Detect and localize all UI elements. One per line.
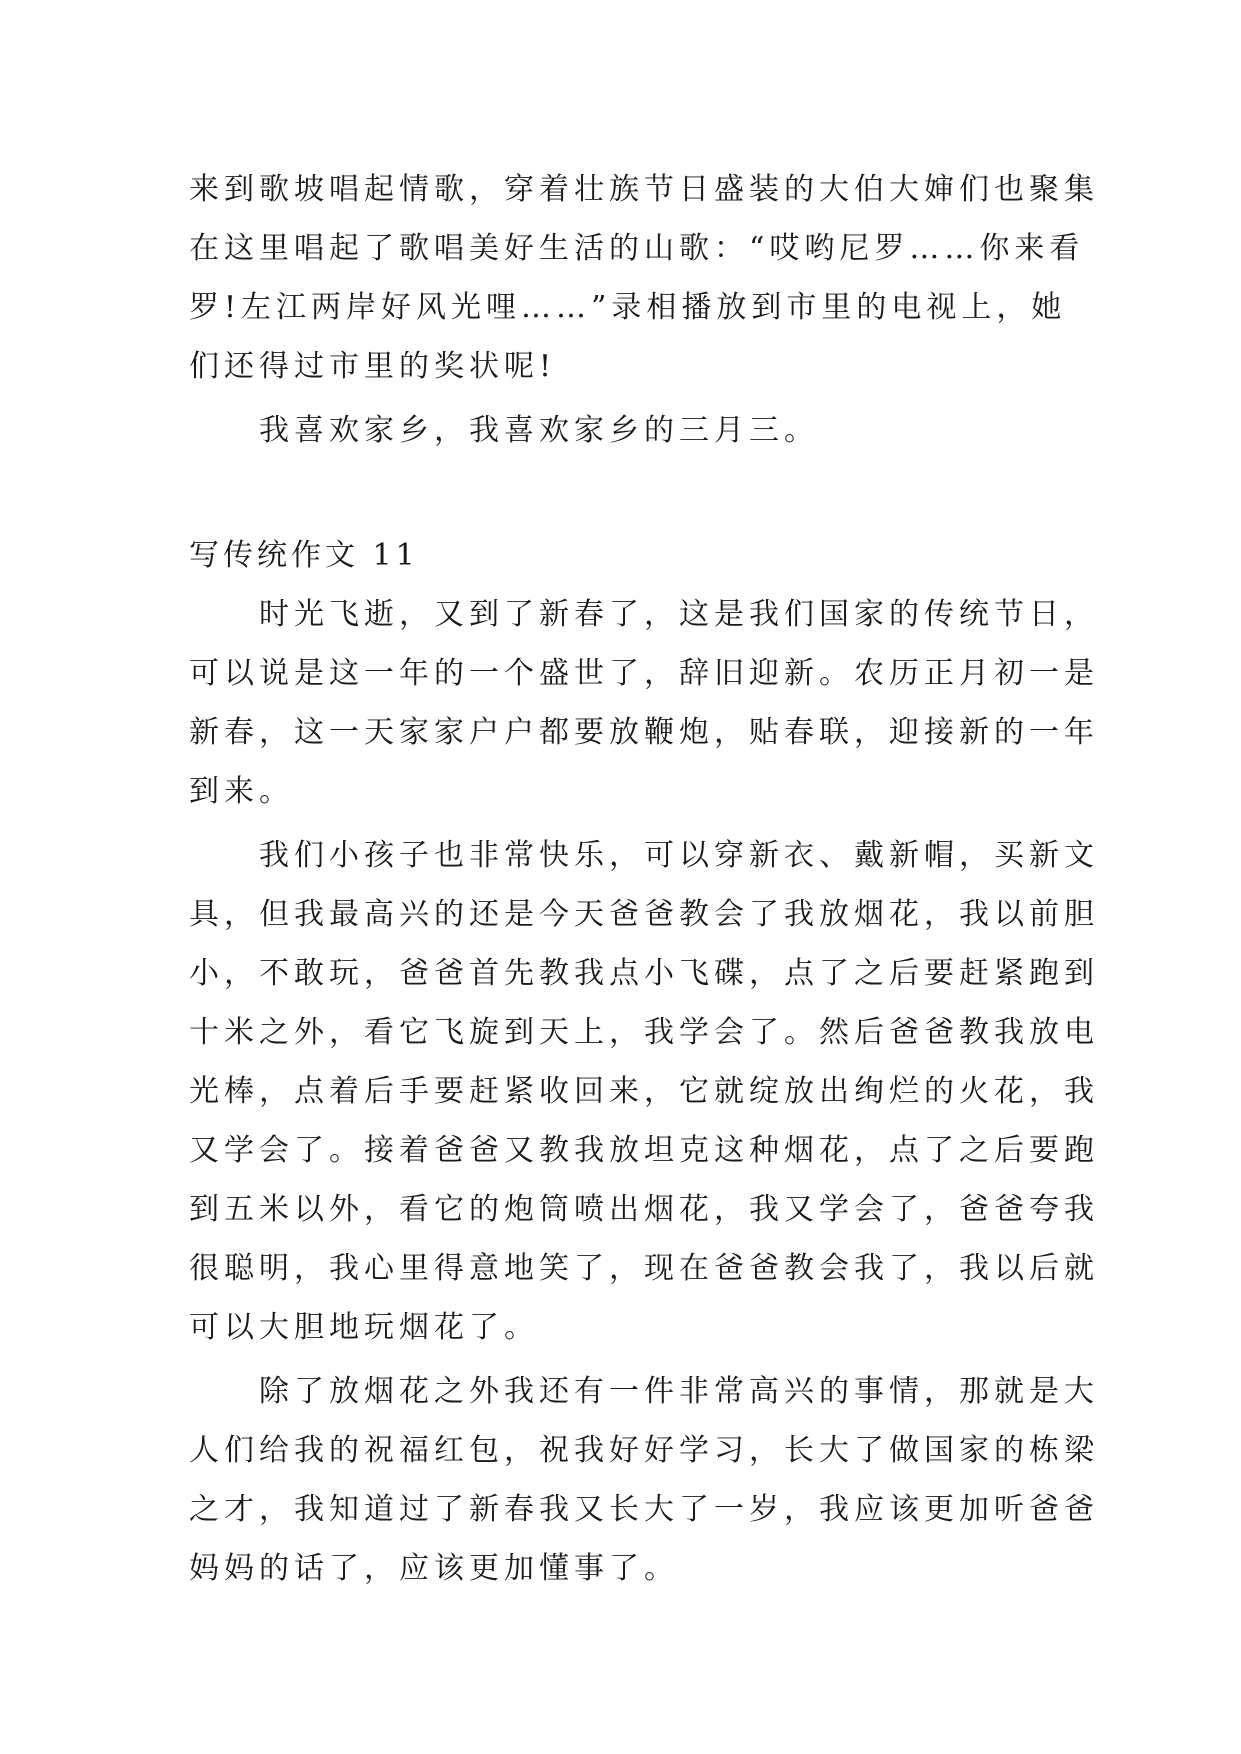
paragraph-line: 具，但我最高兴的还是今天爸爸教会了我放烟花，我以前胆	[189, 897, 1099, 932]
paragraph-line: 我们小孩子也非常快乐，可以穿新衣、戴新帽，买新文	[259, 838, 1099, 873]
paragraph-line: 新春，这一天家家户户都要放鞭炮，贴春联，迎接新的一年	[189, 715, 1099, 750]
paragraph-line: 可以大胆地玩烟花了。	[189, 1310, 539, 1345]
paragraph-line: 很聪明，我心里得意地笑了，现在爸爸教会我了，我以后就	[189, 1251, 1099, 1286]
paragraph-2	[189, 826, 1099, 1357]
intro-line: 们还得过市里的奖状呢!	[189, 349, 557, 384]
closing-line: 我喜欢家乡，我喜欢家乡的三月三。	[259, 413, 819, 448]
paragraph-line: 十米之外，看它飞旋到天上，我学会了。然后爸爸教我放电	[189, 1015, 1099, 1050]
paragraph-line: 又学会了。接着爸爸又教我放坦克这种烟花，点了之后要跑	[189, 1133, 1099, 1168]
paragraph-line: 可以说是这一年的一个盛世了，辞旧迎新。农历正月初一是	[189, 656, 1099, 691]
paragraph-3	[189, 1362, 1099, 1598]
intro-paragraph	[189, 160, 1099, 396]
paragraph-line: 除了放烟花之外我还有一件非常高兴的事情，那就是大	[259, 1374, 1099, 1409]
paragraph-line: 时光飞逝，又到了新春了，这是我们国家的传统节日，	[259, 597, 1099, 632]
paragraph-line: 到来。	[189, 774, 294, 809]
paragraph-line: 之才，我知道过了新春我又长大了一岁，我应该更加听爸爸	[189, 1492, 1099, 1527]
section-spacer	[189, 460, 1051, 526]
paragraph-line: 光棒，点着后手要赶紧收回来，它就绽放出绚烂的火花，我	[189, 1074, 1099, 1109]
paragraph-line: 人们给我的祝福红包，祝我好好学习，长大了做国家的栋梁	[189, 1433, 1099, 1468]
section-heading: 写传统作文 11	[189, 538, 419, 573]
paragraph-line: 妈妈的话了，应该更加懂事了。	[189, 1551, 679, 1586]
intro-line: 来到歌坡唱起情歌，穿着壮族节日盛装的大伯大婶们也聚集	[189, 172, 1099, 207]
paragraph-line: 小，不敢玩，爸爸首先教我点小飞碟，点了之后要赶紧跑到	[189, 956, 1099, 991]
paragraph-1	[189, 585, 1099, 821]
document-body	[189, 160, 1099, 1598]
intro-line: 在这里唱起了歌唱美好生活的山歌：“哎哟尼罗……你来看	[189, 231, 1085, 266]
intro-line: 罗!左江两岸好风光哩……”录相播放到市里的电视上，她	[189, 290, 1067, 325]
closing-paragraph	[189, 401, 1051, 460]
paragraph-line: 到五米以外，看它的炮筒喷出烟花，我又学会了，爸爸夸我	[189, 1192, 1099, 1227]
